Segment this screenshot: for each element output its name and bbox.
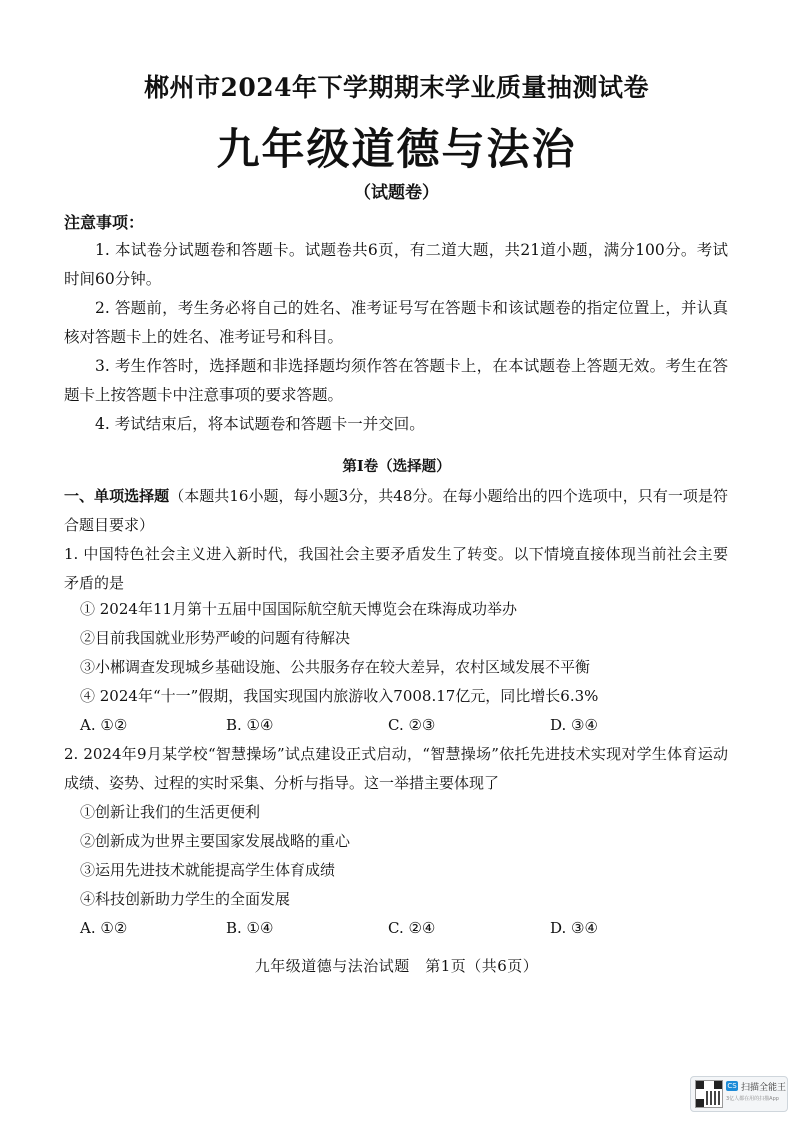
- scanner-watermark: [690, 1076, 788, 1112]
- page-footer: 九年级道德与法治试题 第1页（共6页）: [254, 957, 539, 975]
- part-description: （本题共16小题，每小题3分，共48分。在每小题给出的四个选项中，只有一项是符合题目要求）: [64, 487, 728, 534]
- note-item-4: 4. 考试结束后，将本试题卷和答题卡一并交回。: [95, 415, 425, 433]
- question-2-choice-b: B. ①④: [226, 919, 274, 937]
- volume-label: （试题卷）: [354, 183, 439, 203]
- scanner-app-name: 扫描全能王: [741, 1083, 787, 1093]
- question-1-stem: 1. 中国特色社会主义进入新时代，我国社会主要矛盾发生了转变。以下情境直接体现当前社会主要矛盾的是: [64, 545, 728, 592]
- notes-heading: 注意事项：: [64, 213, 145, 232]
- question-2-option-3: ③运用先进技术就能提高学生体育成绩: [80, 861, 336, 879]
- question-2-stem: 2. 2024年9月某学校“智慧操场”试点建设正式启动，“智慧操场”依托先进技术实现对学生体育运动成绩、姿势、过程的实时采集、分析与指导。这一举措主要体现了: [64, 745, 728, 792]
- qr-code-icon: [695, 1080, 723, 1108]
- note-item-3: 3. 考生作答时，选择题和非选择题均须作答在答题卡上，在本试题卷上答题无效。考生在答题卡上按答题卡中注意事项的要求答题。: [64, 357, 728, 404]
- question-2-choice-a: A. ①②: [80, 919, 128, 937]
- question-1-option-4: ④ 2024年“十一”假期，我国实现国内旅游收入7008.17亿元，同比增长6.3%: [80, 687, 599, 705]
- note-item-1: 1. 本试卷分试题卷和答题卡。试题卷共6页，有二道大题，共21道小题，满分100分。考试时间60分钟。: [64, 241, 728, 288]
- note-item-2: 2. 答题前，考生务必将自己的姓名、准考证号写在答题卡和该试题卷的指定位置上，并认真核对答题卡上的姓名、准考证号和科目。: [64, 299, 728, 346]
- exam-subtitle: 郴州市2024年下学期期末学业质量抽测试卷: [143, 73, 650, 102]
- question-1-choices: [80, 711, 720, 740]
- question-1-option-2: ②目前我国就业形势严峻的问题有待解决: [80, 629, 351, 647]
- question-2-choice-c: C. ②④: [388, 919, 436, 937]
- question-1-option-1: ① 2024年11月第十五届中国国际航空航天博览会在珠海成功举办: [80, 600, 518, 618]
- question-1-option-3: ③小郴调查发现城乡基础设施、公共服务存在较大差异，农村区域发展不平衡: [80, 658, 591, 676]
- camscanner-logo-icon: CS: [727, 1082, 737, 1090]
- question-2-choice-d: D. ③④: [550, 919, 598, 937]
- question-2-option-4: ④科技创新助力学生的全面发展: [80, 890, 291, 908]
- scanner-tagline: 3亿人都在用的扫描App: [726, 1096, 779, 1102]
- section-label: 第Ⅰ卷（选择题）: [342, 458, 451, 475]
- question-2-option-2: ②创新成为世界主要国家发展战略的重心: [80, 832, 351, 850]
- exam-title: 九年级道德与法治: [216, 125, 577, 175]
- question-1-choice-c: C. ②③: [388, 716, 436, 734]
- question-1-choice-b: B. ①④: [226, 716, 274, 734]
- question-1-choice-d: D. ③④: [550, 716, 598, 734]
- question-2-option-1: ①创新让我们的生活更便利: [80, 803, 261, 821]
- part-title: 一、单项选择题: [64, 487, 170, 505]
- question-2-choices: [80, 914, 720, 943]
- question-1-choice-a: A. ①②: [80, 716, 128, 734]
- part-instructions: [64, 482, 728, 540]
